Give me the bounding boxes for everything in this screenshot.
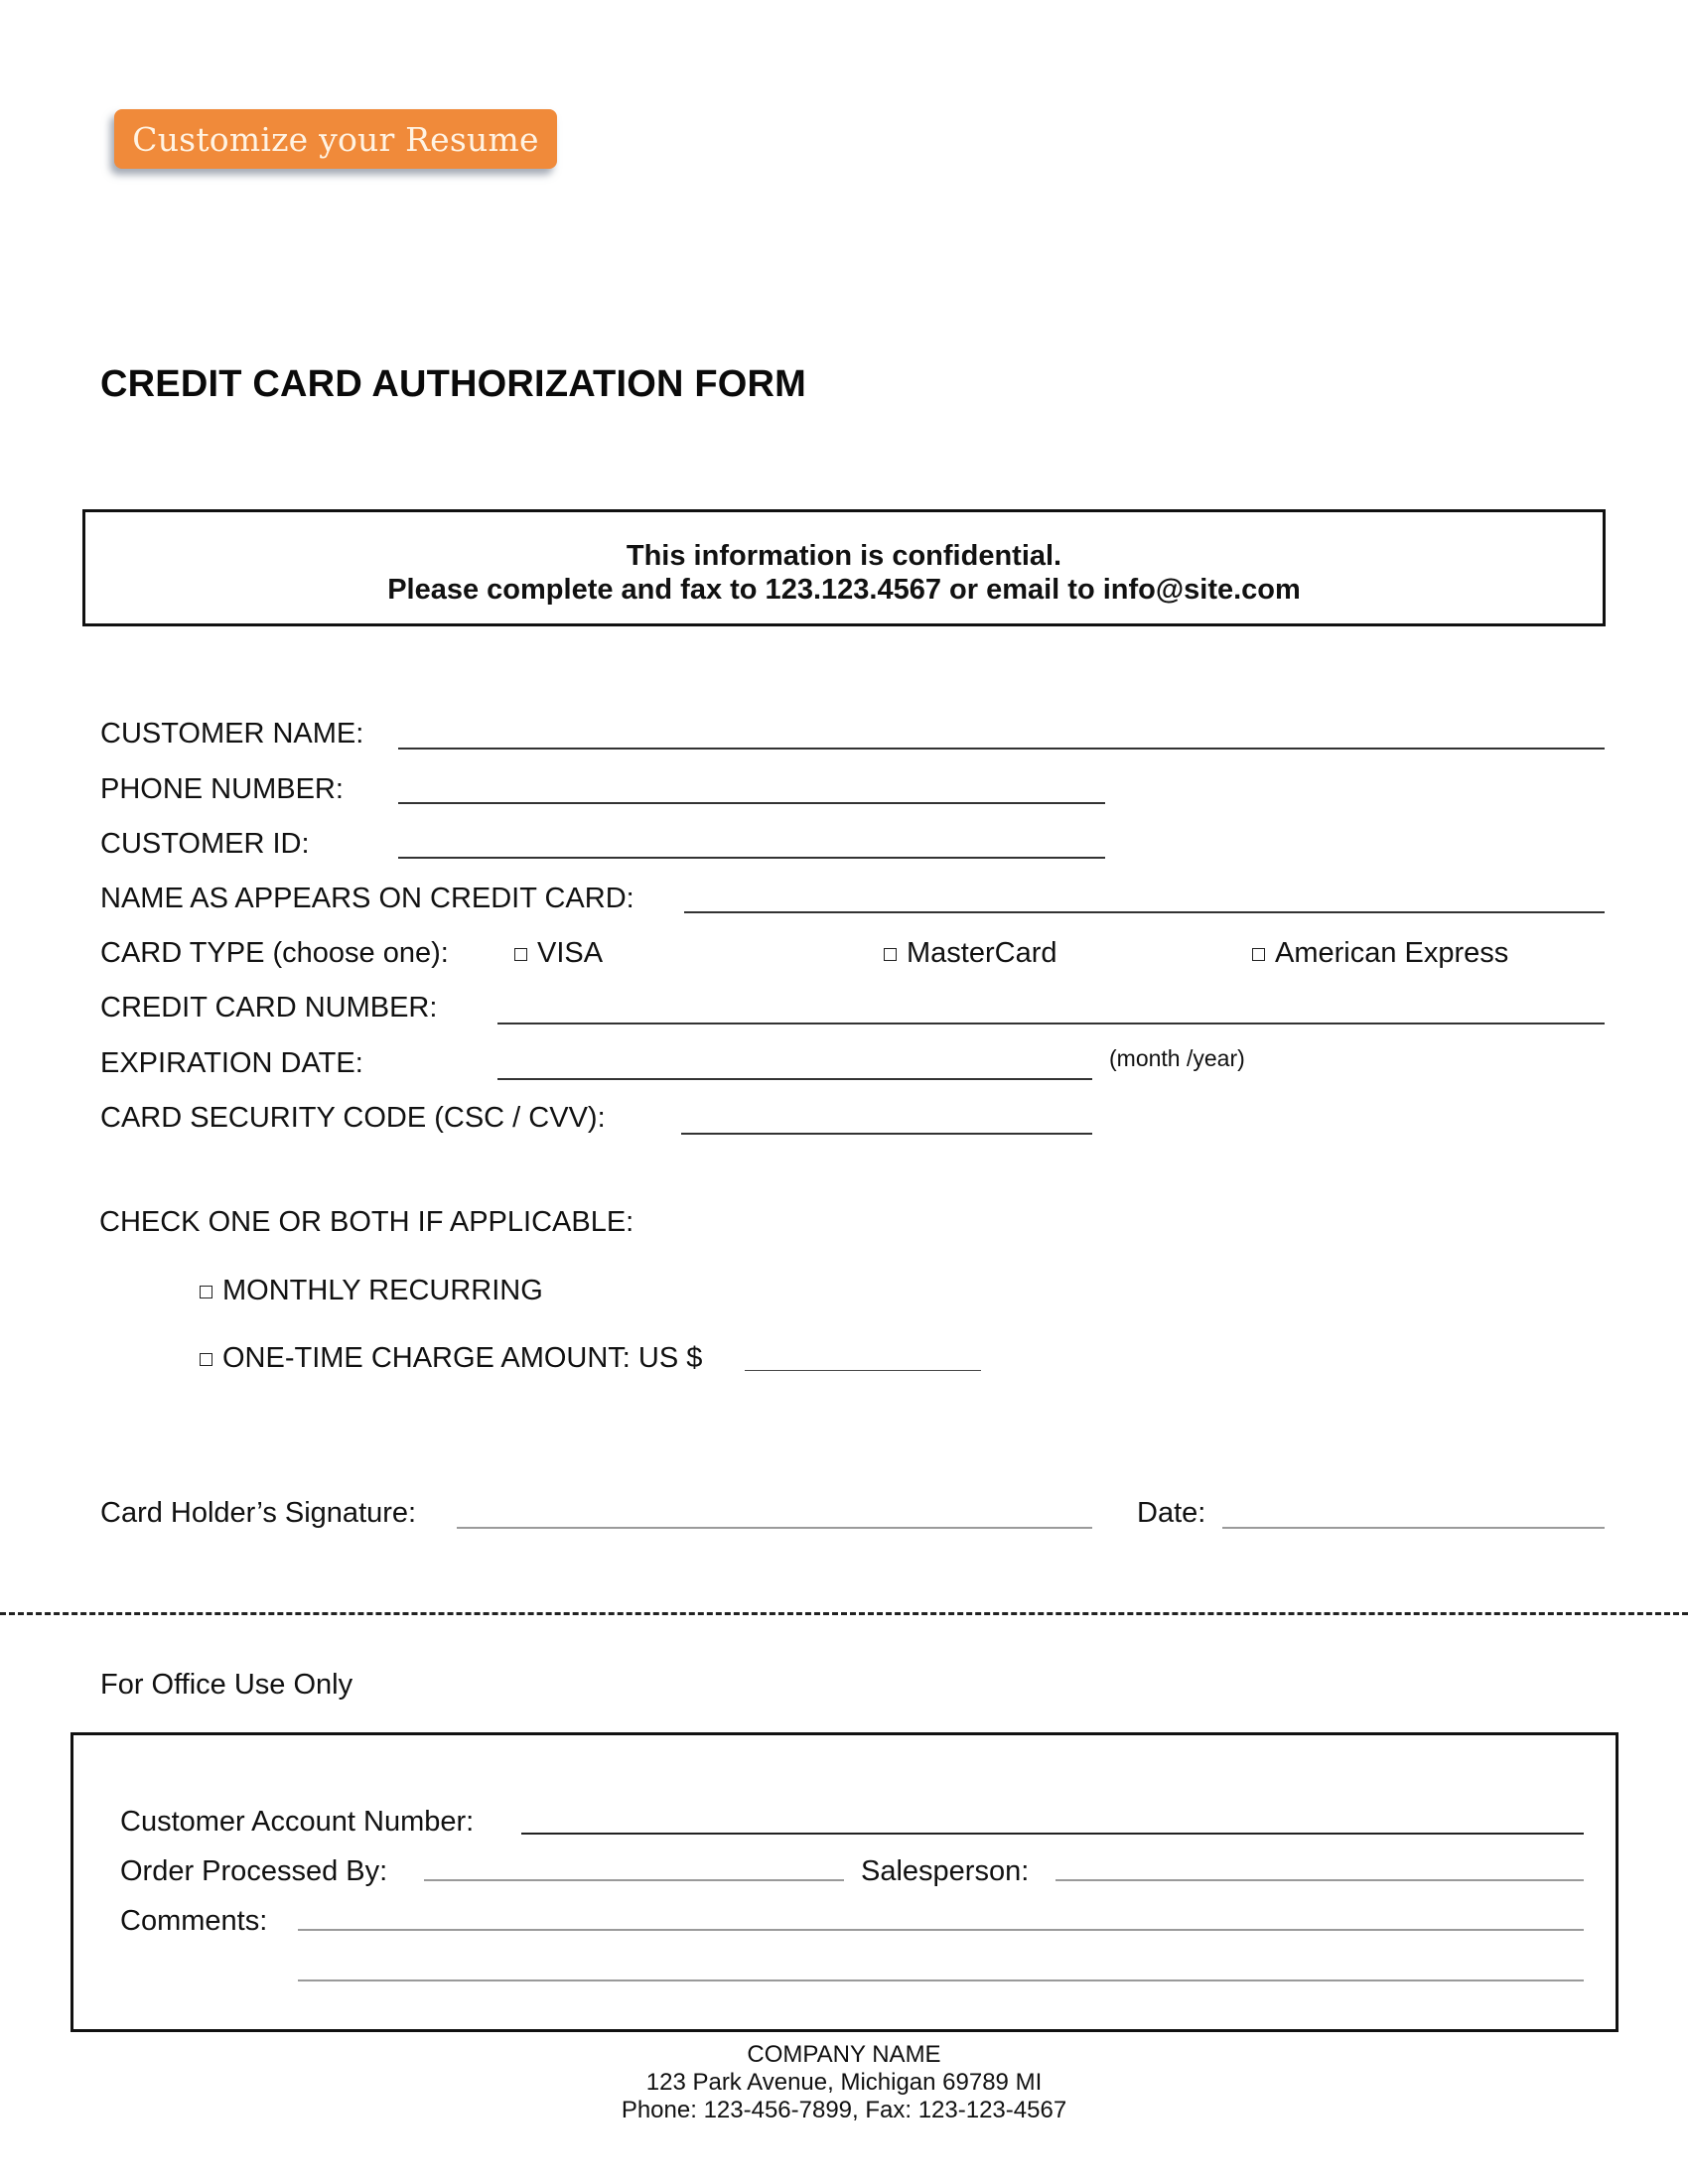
customize-resume-label: Customize your Resume <box>132 119 539 159</box>
checkbox-icon[interactable] <box>884 948 897 961</box>
signature-label: Card Holder’s Signature: <box>100 1497 417 1529</box>
footer-company-name: COMPANY NAME <box>747 2041 941 2068</box>
card-type-label: CARD TYPE (choose one): <box>100 937 449 969</box>
phone-number-field[interactable] <box>398 802 1105 804</box>
customer-account-label: Customer Account Number: <box>120 1806 475 1838</box>
card-type-option-visa[interactable] <box>514 939 603 968</box>
comments-field-line-1[interactable] <box>298 1929 1584 1931</box>
name-on-card-label: NAME AS APPEARS ON CREDIT CARD: <box>100 883 634 914</box>
signature-field[interactable] <box>457 1527 1092 1529</box>
checkbox-icon[interactable] <box>200 1353 212 1366</box>
charge-options-heading: CHECK ONE OR BOTH IF APPLICABLE: <box>99 1206 634 1238</box>
date-label: Date: <box>1137 1497 1206 1529</box>
salesperson-field[interactable] <box>1055 1879 1584 1881</box>
card-type-option-mastercard[interactable] <box>884 939 1057 968</box>
one-time-amount-field[interactable] <box>745 1370 981 1371</box>
date-field[interactable] <box>1222 1527 1605 1529</box>
checkbox-icon[interactable] <box>1252 948 1265 961</box>
monthly-recurring-option[interactable] <box>200 1277 543 1305</box>
one-time-charge-label: ONE-TIME CHARGE AMOUNT: US $ <box>222 1342 703 1374</box>
footer-contact: Phone: 123-456-7899, Fax: 123-123-4567 <box>621 2097 1067 2123</box>
mastercard-label: MasterCard <box>907 937 1057 969</box>
form-title: CREDIT CARD AUTHORIZATION FORM <box>100 363 807 405</box>
customer-id-field[interactable] <box>398 857 1105 859</box>
office-use-heading: For Office Use Only <box>100 1669 353 1701</box>
amex-label: American Express <box>1275 937 1509 969</box>
monthly-recurring-label: MONTHLY RECURRING <box>222 1275 543 1306</box>
security-code-field[interactable] <box>681 1133 1092 1135</box>
checkbox-icon[interactable] <box>200 1286 212 1298</box>
customer-id-label: CUSTOMER ID: <box>100 828 310 860</box>
expiration-date-field[interactable] <box>497 1078 1092 1080</box>
security-code-label: CARD SECURITY CODE (CSC / CVV): <box>100 1102 606 1134</box>
card-number-field[interactable] <box>497 1023 1605 1024</box>
name-on-card-field[interactable] <box>684 911 1605 913</box>
cut-line-divider <box>0 1612 1688 1615</box>
visa-label: VISA <box>537 937 604 969</box>
customer-account-field[interactable] <box>521 1833 1584 1835</box>
comments-field-line-2[interactable] <box>298 1979 1584 1981</box>
expiration-date-label: EXPIRATION DATE: <box>100 1047 363 1079</box>
customer-name-label: CUSTOMER NAME: <box>100 718 364 750</box>
expiration-hint: (month /year) <box>1109 1045 1245 1071</box>
one-time-charge-option[interactable] <box>200 1344 702 1373</box>
customer-name-field[interactable] <box>398 748 1605 750</box>
footer-address: 123 Park Avenue, Michigan 69789 MI <box>645 2069 1043 2096</box>
confidential-notice-box <box>82 509 1606 626</box>
phone-number-label: PHONE NUMBER: <box>100 773 344 805</box>
checkbox-icon[interactable] <box>514 948 527 961</box>
order-processed-label: Order Processed By: <box>120 1855 388 1887</box>
order-processed-field[interactable] <box>424 1879 844 1881</box>
customize-resume-button[interactable] <box>114 109 557 169</box>
notice-line-2: Please complete and fax to 123.123.4567 or email to info@site.com <box>387 574 1301 606</box>
card-type-option-amex[interactable] <box>1252 939 1508 968</box>
comments-label: Comments: <box>120 1905 268 1937</box>
salesperson-label: Salesperson: <box>861 1855 1030 1887</box>
card-number-label: CREDIT CARD NUMBER: <box>100 992 438 1024</box>
notice-line-1: This information is confidential. <box>626 540 1062 572</box>
